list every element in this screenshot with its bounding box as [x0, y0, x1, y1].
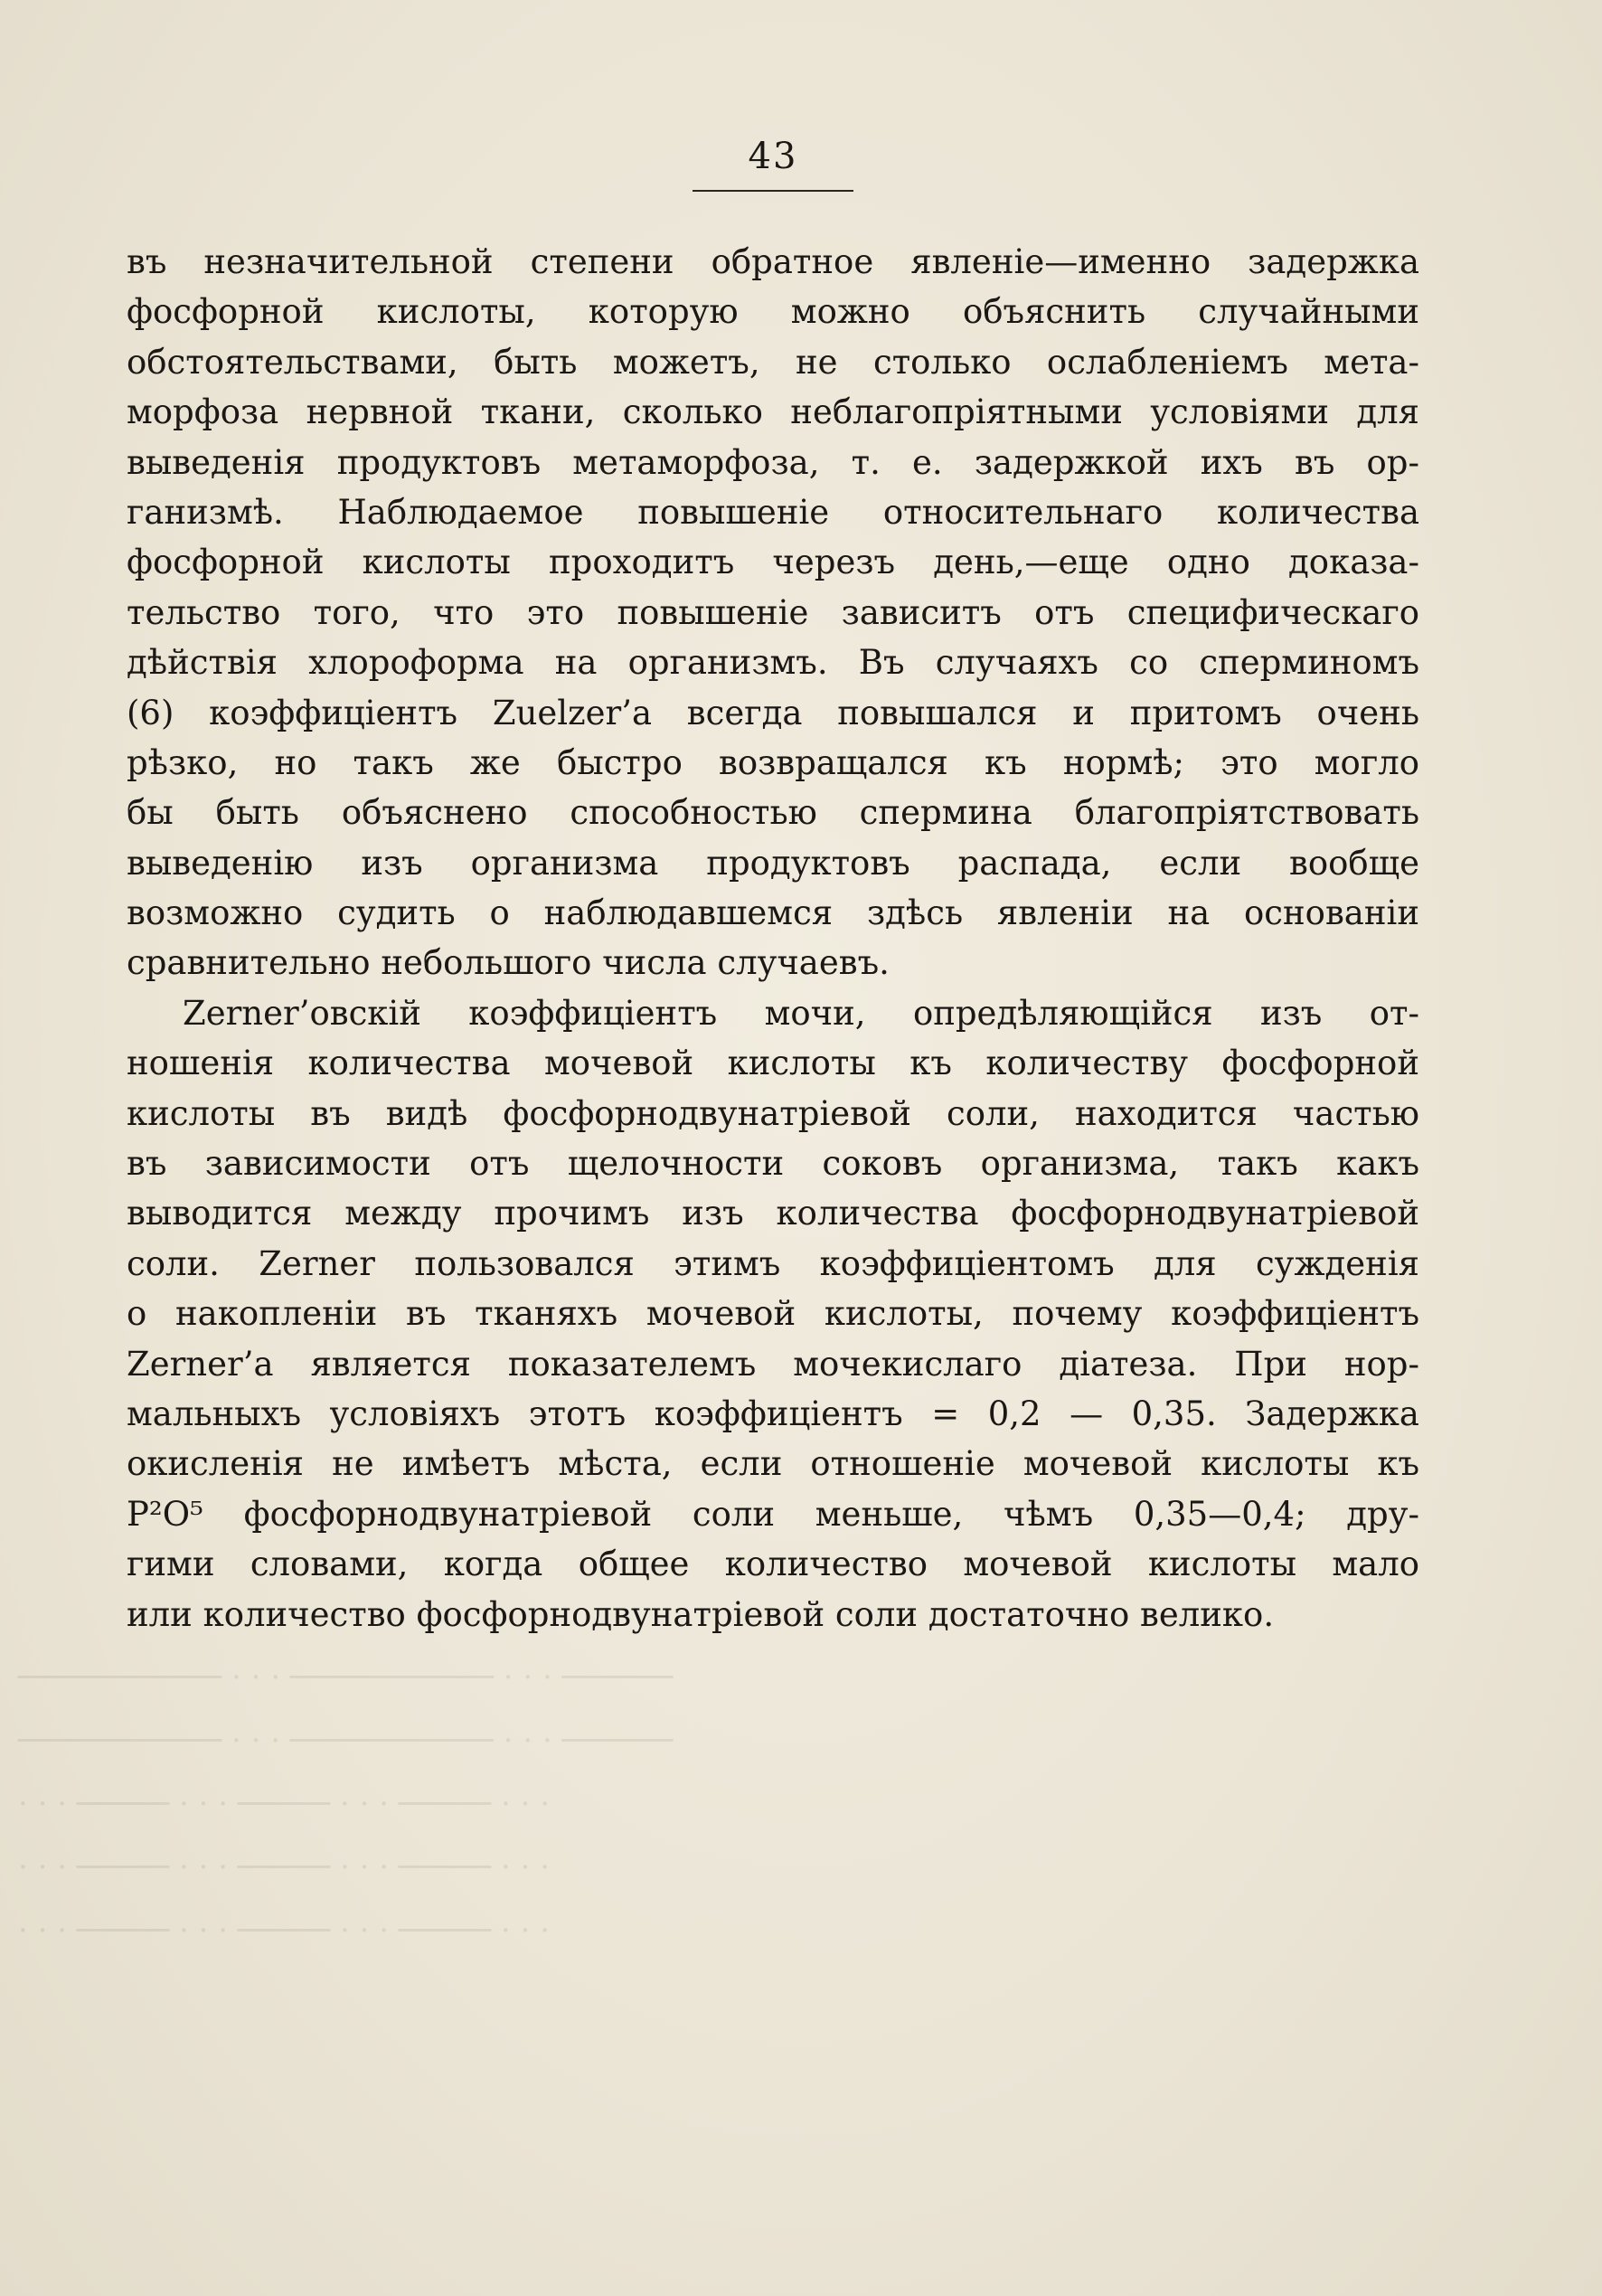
text-line: гими словами, когда общее количество мочевой кислоты мало: [127, 1545, 1419, 1584]
text-line: фосфорной кислоты, которую можно объяснить случайными: [127, 292, 1419, 332]
page-number-rule: [693, 190, 853, 192]
text-line: о накопленіи въ тканяхъ мочевой кислоты, почему коэффиціентъ: [127, 1294, 1419, 1334]
text-line: въ незначительной степени обратное явленіе—именно задержка: [127, 242, 1419, 281]
text-line: сравнительно небольшого числа случаевъ.: [127, 943, 890, 983]
text-line: въ зависимости отъ щелочности соковъ организма, такъ какъ: [127, 1144, 1419, 1184]
text-line: морфоза нервной ткани, сколько неблагопріятными условіями для: [127, 392, 1419, 432]
text-line: Zerner’a является показателемъ мочекислаго діатеза. При нор-: [127, 1344, 1419, 1384]
text-line: кислоты въ видѣ фосфорнодвунатріевой соли, находится частью: [127, 1093, 1419, 1133]
bleed-through-decoration: ─────────── · · · ─────────── · · · ────── ─────────── · · · ─────────── · · · ────── · · · ───── · · · ───── · · · ───── · · · · · · ───── · · · ───── · · · ───── · · · · · · ───── · · · ───── · · · ───── · · ·: [18, 1659, 674, 1949]
text-line: окисленія не имѣетъ мѣста, если отношеніе мочевой кислоты къ: [127, 1444, 1419, 1484]
text-line: P²O⁵ фосфорнодвунатріевой соли меньше, чѣмъ 0,35—0,4; дру-: [127, 1494, 1419, 1534]
text-line: возможно судить о наблюдавшемся здѣсь явленіи на основаніи: [127, 893, 1419, 933]
paragraph-2: [127, 988, 1419, 1639]
body-text: [127, 237, 1419, 1639]
text-line: мальныхъ условіяхъ этотъ коэффиціентъ = 0,2 — 0,35. Задержка: [127, 1394, 1419, 1433]
text-line: Zerner’овскій коэффиціентъ мочи, опредѣляющійся изъ от-: [183, 993, 1419, 1033]
text-line: выведенію изъ организма продуктовъ распада, если вообще: [127, 843, 1419, 883]
paragraph-1: [127, 237, 1419, 988]
text-line: или количество фосфорнодвунатріевой соли достаточно велико.: [127, 1594, 1275, 1634]
text-line: обстоятельствами, быть можетъ, не столько ослабленіемъ мета-: [127, 342, 1419, 382]
text-line: (6) коэффиціентъ Zuelzer’a всегда повышался и притомъ очень: [127, 693, 1419, 732]
text-line: выводится между прочимъ изъ количества фосфорнодвунатріевой: [127, 1194, 1419, 1233]
text-line: дѣйствія хлороформа на организмъ. Въ случаяхъ со сперминомъ: [127, 643, 1419, 683]
text-line: фосфорной кислоты проходитъ черезъ день,—еще одно доказа-: [127, 543, 1419, 582]
text-line: рѣзко, но такъ же быстро возвращался къ нормѣ; это могло: [127, 742, 1419, 782]
text-line: соли. Zerner пользовался этимъ коэффиціентомъ для сужденія: [127, 1243, 1419, 1283]
text-line: тельство того, что это повышеніе зависитъ отъ специфическаго: [127, 592, 1419, 632]
text-line: выведенія продуктовъ метаморфоза, т. е. задержкой ихъ въ ор-: [127, 442, 1419, 482]
text-line: ношенія количества мочевой кислоты къ количеству фосфорной: [127, 1044, 1419, 1083]
text-line: бы быть объяснено способностью спермина благопріятствовать: [127, 793, 1419, 833]
text-line: ганизмѣ. Наблюдаемое повышеніе относительнаго количества: [127, 492, 1419, 532]
page-number: 43: [748, 136, 798, 177]
